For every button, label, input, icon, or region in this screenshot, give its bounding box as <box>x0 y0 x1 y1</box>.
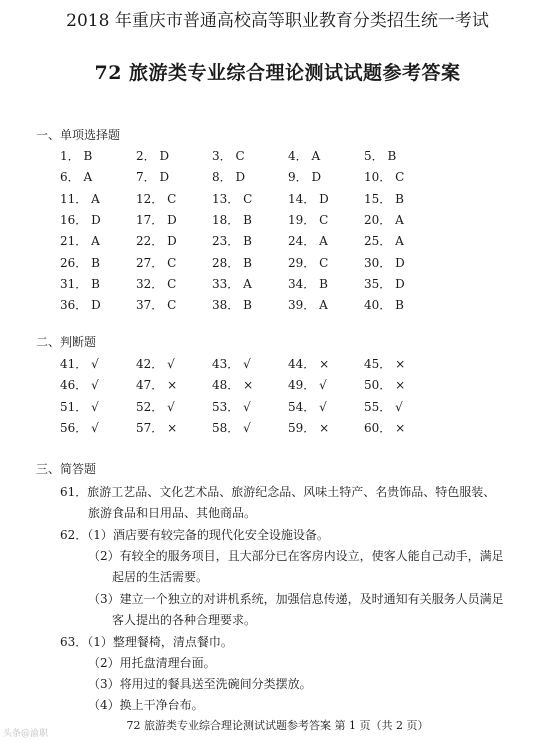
answer-item: 42． √ <box>136 357 175 371</box>
answer-item: 12． C <box>136 191 177 206</box>
answer-item: 10． C <box>364 170 405 185</box>
document-subtitle: 72 旅游类专业综合理论测试试题参考答案 <box>94 62 461 84</box>
answer-item: 29． C <box>288 255 329 270</box>
answer-item: 55． √ <box>364 399 403 414</box>
answer-item: 18． B <box>212 212 252 227</box>
answer-62-item-2-line-1: （2）有较全的服务项目，且大部分已在客房内设立，使客人能自己动手，满足 <box>88 549 504 563</box>
answer-item: 25． A <box>364 234 404 249</box>
answer-item: 23． B <box>212 234 252 249</box>
answer-item: 3． C <box>212 149 245 163</box>
answer-item: 9． D <box>288 170 322 185</box>
answer-item: 58． √ <box>212 420 251 435</box>
answer-item: 52． √ <box>136 399 175 414</box>
answer-62-item-2-line-2: 起居的生活需要。 <box>112 570 209 584</box>
answer-63-item-1: 63．（1）整理餐椅，清点餐巾。 <box>60 635 233 649</box>
answer-item: 41． √ <box>60 357 99 371</box>
answer-item: 31． B <box>60 276 100 291</box>
answer-63-item-4: （4）换上干净台布。 <box>88 698 204 712</box>
answer-item: 54． √ <box>288 399 327 414</box>
page-footer: 72 旅游类专业综合理论测试试题参考答案 第 1 页（共 2 页） <box>126 719 429 732</box>
answer-item: 22． D <box>136 234 177 249</box>
answer-item: 28． B <box>212 255 252 270</box>
answer-item: 1． B <box>60 149 93 163</box>
answer-item: 14． D <box>288 191 329 206</box>
answer-item: 48． × <box>212 378 254 393</box>
answer-62-item-1: 62．（1）酒店要有较完备的现代化安全设施设备。 <box>60 528 329 542</box>
section-heading-multiple-choice: 一、单项选择题 <box>36 128 121 142</box>
answer-item: 56． √ <box>60 420 99 435</box>
answer-item: 15． B <box>364 191 404 206</box>
answer-item: 20． A <box>364 212 404 227</box>
answer-item: 26． B <box>60 255 100 270</box>
answer-item: 13． C <box>212 191 253 206</box>
answer-item: 39． A <box>288 298 328 313</box>
answer-item: 37． C <box>136 298 177 313</box>
section-heading-short-answer: 三、简答题 <box>36 462 97 476</box>
answer-item: 17． D <box>136 212 177 227</box>
section-heading-true-false: 二、判断题 <box>36 335 97 349</box>
answer-63-item-3: （3）将用过的餐具送至洗碗间分类摆放。 <box>88 677 312 691</box>
answer-62-item-3-line-2: 客人提出的各种合理要求。 <box>112 613 257 627</box>
answer-61-line-1: 61．旅游工艺品、文化艺术品、旅游纪念品、风味土特产、名贵饰品、特色服装、 <box>60 485 496 499</box>
answer-item: 24． A <box>288 234 328 249</box>
answer-63-item-2: （2）用托盘清理台面。 <box>88 656 216 670</box>
document-title: 2018 年重庆市普通高校高等职业教育分类招生统一考试 <box>66 11 489 31</box>
answer-item: 47． × <box>136 378 178 393</box>
answer-item: 2． D <box>136 149 170 163</box>
answer-item: 33． A <box>212 276 252 291</box>
answer-item: 21． A <box>60 234 100 249</box>
answer-61-line-2: 旅游食品和日用品、其他商品。 <box>88 506 257 520</box>
answer-item: 27． C <box>136 255 177 270</box>
answer-item: 34． B <box>288 276 328 291</box>
answer-item: 59． × <box>288 420 330 435</box>
answer-item: 51． √ <box>60 399 99 414</box>
answer-item: 44． × <box>288 357 330 371</box>
answer-item: 53． √ <box>212 399 251 414</box>
answer-item: 6． A <box>60 170 93 185</box>
answer-item: 57． × <box>136 420 178 435</box>
answer-item: 46． √ <box>60 378 99 393</box>
answer-item: 38． B <box>212 298 252 313</box>
answer-item: 40． B <box>364 298 404 313</box>
answer-item: 60． × <box>364 420 406 435</box>
answer-item: 35． D <box>364 276 405 291</box>
answer-item: 4． A <box>288 149 321 163</box>
answer-item: 43． √ <box>212 357 251 371</box>
answer-item: 45． × <box>364 357 406 371</box>
answer-item: 30． D <box>364 255 405 270</box>
answer-item: 11． A <box>60 191 100 206</box>
answer-item: 19． C <box>288 212 329 227</box>
answer-item: 50． × <box>364 378 406 393</box>
answer-item: 7． D <box>136 170 170 185</box>
answer-item: 16． D <box>60 212 101 227</box>
answer-item: 8． D <box>212 170 246 185</box>
answer-62-item-3-line-1: （3）建立一个独立的对讲机系统，加强信息传递，及时通知有关服务人员满足 <box>88 592 504 606</box>
watermark: 头条@渝职 <box>3 729 49 739</box>
answer-item: 5． B <box>364 149 397 163</box>
answer-item: 36． D <box>60 298 101 313</box>
answer-item: 49． √ <box>288 378 327 393</box>
answer-item: 32． C <box>136 276 177 291</box>
